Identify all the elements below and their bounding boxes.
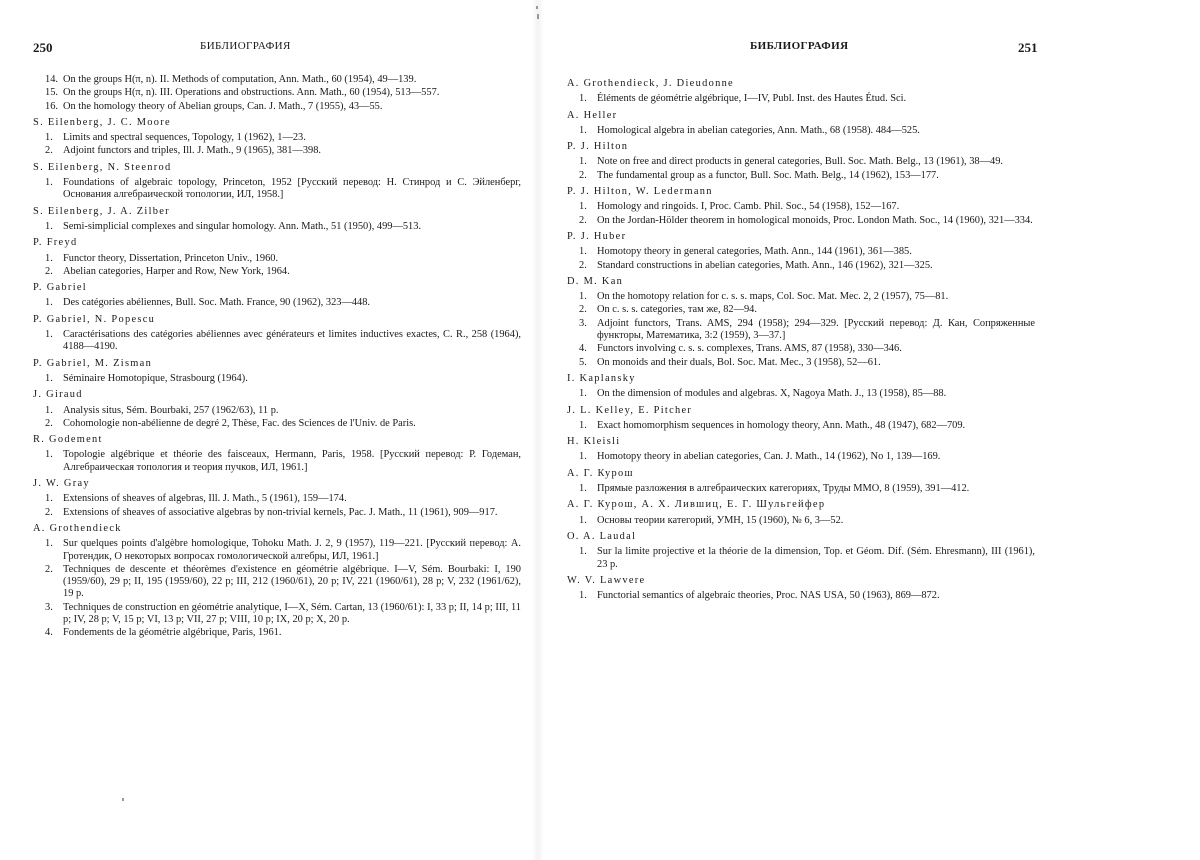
author-heading: O. A. Laudal [567, 530, 637, 542]
reference-item [579, 304, 1035, 316]
reference-number: 1. [579, 93, 587, 105]
reference-number: 1. [579, 291, 587, 303]
reference-item [45, 101, 521, 113]
reference-item [45, 538, 521, 563]
reference-list [567, 546, 1035, 571]
reference-item [579, 546, 1035, 571]
reference-text: Standard constructions in abelian categories, Math. Ann., 146 (1962), 321—325. [597, 259, 933, 271]
reference-item [579, 93, 1035, 105]
reference-text: Cohomologie non-abélienne de degré 2, Thèse, Fac. des Sciences de l'Univ. de Paris. [63, 417, 416, 429]
author-heading: P. Gabriel, M. Zisman [33, 357, 153, 369]
reference-item [579, 318, 1035, 343]
reference-text: On the homotopy relation for c. s. s. maps, Col. Soc. Mat. Mec. 2, 2 (1957), 75—81. [597, 291, 949, 303]
reference-text: Homology and ringoids. I, Proc. Camb. Phil. Soc., 54 (1958), 152—167. [597, 201, 900, 213]
reference-item [45, 221, 521, 233]
reference-number: 2. [579, 259, 587, 271]
reference-text: On c. s. s. categories, там же, 82—94. [597, 304, 757, 316]
reference-text: Прямые разложения в алгебраических категориях, Труды ММО, 8 (1959), 391—412. [597, 483, 970, 495]
reference-number: 1. [45, 372, 53, 384]
reference-number: 3. [45, 601, 53, 613]
reference-item [45, 145, 521, 157]
bibliography-column [567, 74, 1035, 605]
reference-text: On the homology theory of Abelian groups, Can. J. Math., 7 (1955), 43—55. [63, 100, 383, 112]
reference-item [579, 357, 1035, 369]
author-heading: А. Г. Курош, А. Х. Лившиц, Е. Г. Шульгейфер [567, 499, 826, 511]
author-heading: A. Grothendieck [33, 522, 122, 534]
reference-number: 1. [579, 419, 587, 431]
reference-text: Functors involving c. s. s. complexes, Trans. AMS, 87 (1958), 330—346. [597, 343, 902, 355]
reference-item [579, 343, 1035, 355]
reference-item [45, 132, 521, 144]
reference-number: 4. [45, 627, 53, 639]
author-heading: J. W. Gray [33, 478, 90, 490]
reference-text: Note on free and direct products in general categories, Bull. Soc. Math. Belg., 13 (1961), 38—49. [597, 156, 1003, 168]
reference-item [579, 246, 1035, 258]
reference-list [33, 253, 521, 279]
author-heading: P. Gabriel, N. Popescu [33, 313, 156, 325]
reference-number: 1. [45, 220, 53, 232]
reference-list [567, 246, 1035, 272]
reference-number: 1. [579, 483, 587, 495]
reference-text: Homotopy theory in abelian categories, Can. J. Math., 14 (1962), No 1, 139—169. [597, 451, 941, 463]
left-page [0, 0, 560, 860]
author-heading: P. Freyd [33, 237, 78, 249]
author-heading: D. M. Kan [567, 275, 624, 287]
reference-list [567, 590, 1035, 602]
reference-item [579, 483, 1035, 495]
reference-list [567, 515, 1035, 527]
author-heading: P. Gabriel [33, 282, 87, 294]
reference-number: 1. [579, 246, 587, 258]
reference-number: 1. [45, 449, 53, 461]
reference-text: Homological algebra in abelian categories, Ann. Math., 68 (1958). 484—525. [597, 124, 920, 136]
running-head: БИБЛИОГРАФИЯ [200, 40, 291, 52]
reference-item [579, 125, 1035, 137]
reference-item [45, 602, 521, 627]
author-heading: P. J. Huber [567, 230, 627, 242]
reference-text: Éléments de géométrie algébrique, I—IV, Publ. Inst. des Hautes Étud. Sci. [597, 93, 907, 105]
reference-number: 1. [45, 252, 53, 264]
reference-text: Des catégories abéliennes, Bull. Soc. Math. France, 90 (1962), 323—448. [63, 297, 371, 309]
reference-number: 1. [45, 538, 53, 550]
running-head: БИБЛИОГРАФИЯ [750, 40, 849, 52]
reference-text: Exact homomorphism sequences in homology theory, Ann. Math., 48 (1947), 682—709. [597, 419, 966, 431]
reference-list [567, 291, 1035, 369]
reference-item [579, 590, 1035, 602]
author-heading: A. Heller [567, 109, 618, 121]
reference-text: Semi-simplicial complexes and singular homology. Ann. Math., 51 (1950), 499—513. [63, 220, 422, 232]
reference-number: 2. [45, 506, 53, 518]
reference-item [45, 507, 521, 519]
reference-text: Limits and spectral sequences, Topology, 1 (1962), 1—23. [63, 132, 306, 144]
reference-item [45, 87, 521, 99]
reference-text: Extensions of sheaves of associative algebras by non-trivial kernels, Pac. J. Math., 11 (1961), 909—917. [63, 506, 498, 518]
reference-number: 1. [45, 404, 53, 416]
reference-text: Foundations of algebraic topology, Princeton, 1952 [Русский перевод: Н. Стинрод и С. Эйленберг, Основания алгебраической топологии, ИЛ, 1958.] [63, 177, 521, 201]
reference-text: On monoids and their duals, Bol. Soc. Mat. Mec., 3 (1958), 52—61. [597, 356, 881, 368]
reference-text: On the groups H(π, n). III. Operations and obstructions. Ann. Math., 60 (1954), 513—557. [63, 87, 440, 99]
reference-number: 1. [579, 514, 587, 526]
reference-list [33, 538, 521, 639]
reference-number: 1. [45, 493, 53, 505]
author-heading: J. Giraud [33, 389, 83, 401]
reference-list [33, 221, 521, 233]
reference-item [579, 388, 1035, 400]
reference-text: Séminaire Homotopique, Strasbourg (1964). [63, 372, 248, 384]
reference-item [579, 201, 1035, 213]
reference-item [45, 627, 521, 639]
reference-list [567, 451, 1035, 463]
reference-text: Abelian categories, Harper and Row, New York, 1964. [63, 265, 290, 277]
reference-text: On the groups H(π, n). II. Methods of computation, Ann. Math., 60 (1954), 49—139. [63, 74, 417, 85]
reference-text: Sur quelques points d'algèbre homologique, Tohoku Math. J. 2, 9 (1957), 119—221. [Русский перевод: А. Гротендик, О некоторых вопросах гомологической алгебры, ИЛ, 1961.] [63, 538, 521, 562]
reference-text: Sur la limite projective et la théorie de la dimension, Top. et Géom. Dif. (Sém. Ehresmann), III (1961), 23 p. [597, 546, 1035, 570]
reference-number: 1. [45, 329, 53, 341]
reference-text: On the dimension of modules and algebras. X, Nagoya Math. J., 13 (1958), 85—88. [597, 388, 947, 400]
reference-number: 2. [45, 145, 53, 157]
reference-item [45, 329, 521, 354]
author-heading: P. J. Hilton [567, 141, 629, 153]
author-heading: R. Godement [33, 434, 103, 446]
reference-item [579, 260, 1035, 272]
reference-text: Extensions of sheaves of algebras, Ill. J. Math., 5 (1961), 159—174. [63, 493, 347, 505]
reference-list [567, 93, 1035, 105]
reference-text: Topologie algébrique et théorie des faisceaux, Hermann, Paris, 1958. [Русский перевод: Р. Годеман, Алгебраическая топология и теория пучков, ИЛ, 1961.] [63, 449, 521, 473]
reference-list [33, 74, 521, 113]
reference-list [33, 373, 521, 385]
reference-number: 2. [45, 563, 53, 575]
reference-text: The fundamental group as a functor, Bull. Soc. Math. Belg., 14 (1962), 153—177. [597, 169, 939, 181]
reference-number: 1. [579, 590, 587, 602]
reference-number: 1. [45, 177, 53, 189]
reference-list [567, 156, 1035, 182]
author-heading: W. V. Lawvere [567, 574, 646, 586]
reference-item [579, 215, 1035, 227]
reference-number: 3. [579, 317, 587, 329]
reference-text: Caractérisations des catégories abéliennes avec générateurs et limites inductives exactes, C. R., 258 (1964), 4188—4190. [63, 329, 521, 353]
reference-item [45, 418, 521, 430]
reference-number: 2. [579, 304, 587, 316]
reference-list [33, 297, 521, 309]
reference-text: Fondements de la géométrie algébrique, Paris, 1961. [63, 627, 282, 639]
reference-number: 2. [579, 169, 587, 181]
reference-text: Techniques de descente et théorèmes d'existence en géométrie algébrique. I—V, Sém. Bourbaki: I, 190 (1959/60), 29 p; II, 195 (1959/60), 22 p; III, 212 (1960/61), 20 p; IV, 221 (1960/61), 28 p; V, 232 (1961/62), 19 p. [63, 563, 521, 600]
reference-text: Functorial semantics of algebraic theories, Proc. NAS USA, 50 (1963), 869—872. [597, 590, 940, 602]
author-heading: S. Eilenberg, J. C. Moore [33, 116, 171, 128]
reference-number: 2. [45, 417, 53, 429]
reference-number: 15. [45, 87, 58, 99]
reference-item [579, 156, 1035, 168]
reference-item [45, 297, 521, 309]
reference-list [567, 201, 1035, 227]
reference-list [33, 405, 521, 431]
reference-text: Techniques de construction en géométrie analytique, I—X, Sém. Cartan, 13 (1960/61): I, 33 p; II, 14 p; III, 11 p; IV, 28 p; V, 15 p; VI, 13 p; VII, 27 p; VIII, 10 p; IX, 20 p; X, 20 p. [63, 601, 521, 625]
reference-number: 16. [45, 100, 58, 112]
reference-list [33, 493, 521, 519]
bibliography-column [33, 74, 521, 643]
reference-item [45, 266, 521, 278]
reference-number: 1. [579, 156, 587, 168]
reference-item [45, 373, 521, 385]
reference-number: 1. [579, 124, 587, 136]
reference-number: 1. [579, 451, 587, 463]
reference-text: Adjoint functors, Trans. AMS, 294 (1958); 294—329. [Русский перевод: Д. Кан, Сопряженные функторы, Математика, 3:2 (1959), 3—37.] [597, 317, 1035, 342]
reference-item [579, 451, 1035, 463]
reference-item [579, 515, 1035, 527]
reference-number: 2. [45, 265, 53, 277]
reference-number: 5. [579, 356, 587, 368]
author-heading: А. Г. Курош [567, 467, 634, 479]
author-heading: S. Eilenberg, N. Steenrod [33, 161, 172, 173]
reference-item [45, 177, 521, 202]
author-heading: P. J. Hilton, W. Ledermann [567, 186, 713, 198]
reference-item [45, 253, 521, 265]
reference-number: 2. [579, 214, 587, 226]
page-number: 251 [1018, 40, 1038, 55]
reference-item [45, 405, 521, 417]
reference-item [45, 493, 521, 505]
reference-item [579, 170, 1035, 182]
reference-number: 1. [579, 388, 587, 400]
reference-item [45, 564, 521, 601]
reference-item [579, 291, 1035, 303]
reference-list [33, 177, 521, 202]
reference-text: Adjoint functors and triples, Ill. J. Math., 9 (1965), 381—398. [63, 145, 322, 157]
reference-number: 4. [579, 343, 587, 355]
reference-list [33, 329, 521, 354]
author-heading: S. Eilenberg, J. A. Zilber [33, 205, 170, 217]
reference-text: Homotopy theory in general categories, Math. Ann., 144 (1961), 361—385. [597, 246, 912, 258]
right-page [560, 0, 1200, 860]
reference-text: Основы теории категорий, УМН, 15 (1960), № 6, 3—52. [597, 514, 844, 526]
reference-text: Functor theory, Dissertation, Princeton Univ., 1960. [63, 252, 279, 264]
reference-list [567, 483, 1035, 495]
reference-item [45, 74, 521, 86]
reference-number: 1. [45, 132, 53, 144]
author-heading: A. Grothendieck, J. Dieudonne [567, 78, 734, 89]
reference-list [567, 420, 1035, 432]
reference-list [33, 132, 521, 158]
reference-number: 1. [579, 201, 587, 213]
author-heading: I. Kaplansky [567, 372, 636, 384]
author-heading: J. L. Kelley, E. Pitcher [567, 404, 693, 416]
reference-text: On the Jordan-Hölder theorem in homological monoids, Proc. London Math. Soc., 14 (1960), 321—334. [597, 214, 1033, 226]
reference-list [33, 449, 521, 474]
reference-item [579, 420, 1035, 432]
reference-number: 1. [45, 297, 53, 309]
author-heading: H. Kleisli [567, 436, 621, 448]
page-number: 250 [33, 40, 53, 55]
reference-list [567, 125, 1035, 137]
reference-text: Analysis situs, Sém. Bourbaki, 257 (1962/63), 11 p. [63, 404, 279, 416]
reference-number: 1. [579, 546, 587, 558]
reference-list [567, 388, 1035, 400]
reference-number: 14. [45, 74, 58, 85]
reference-item [45, 449, 521, 474]
